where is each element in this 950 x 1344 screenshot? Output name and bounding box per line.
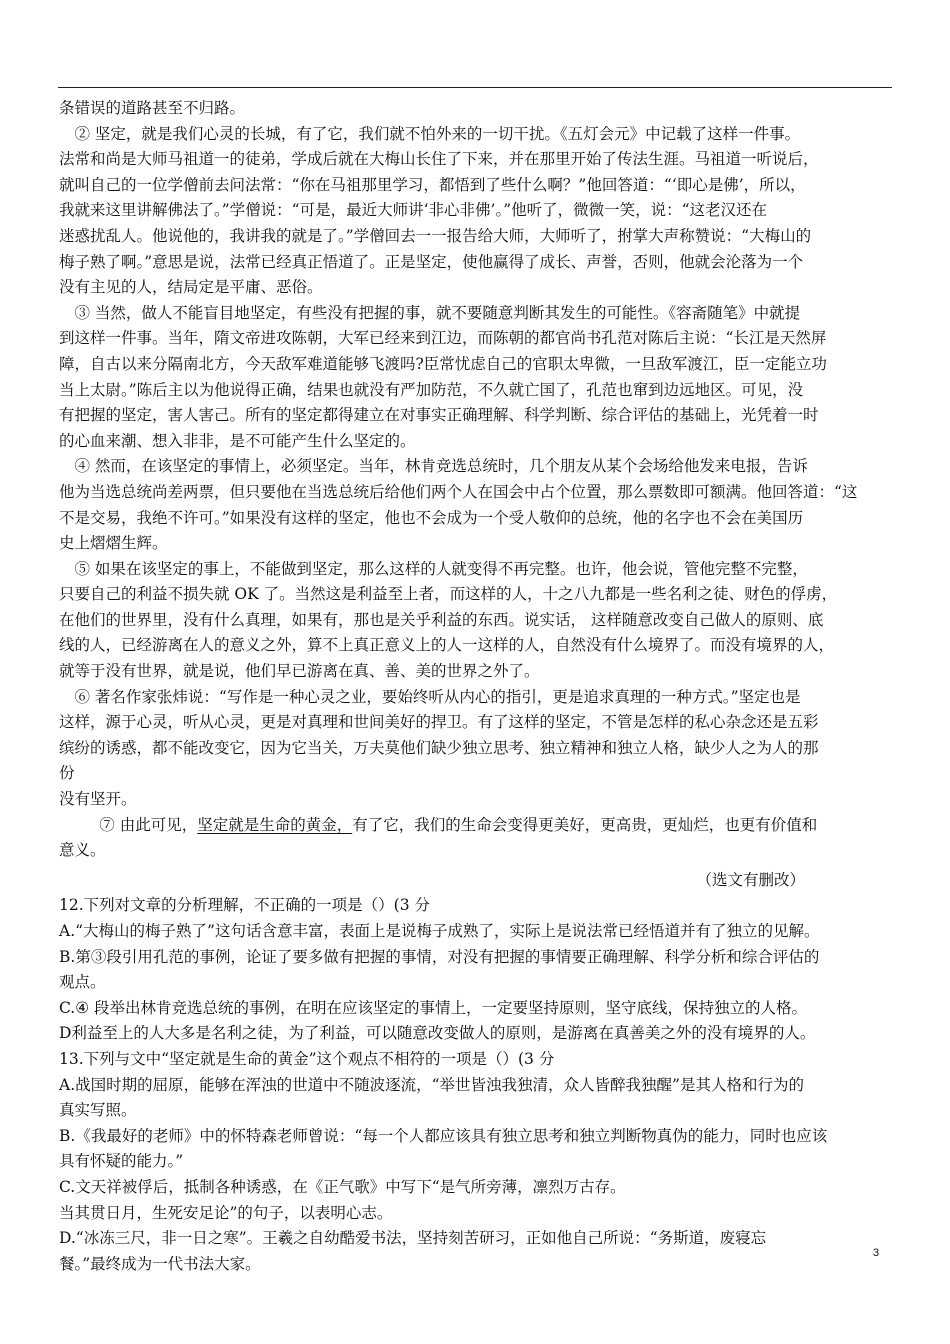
question-stem: 12.下列对文章的分析理解，不正确的一项是（）(3 分 [59, 896, 430, 915]
paragraph-7 [59, 813, 895, 864]
option-d: D利益至上的人大多是名利之徒，为了利益，可以随意改变做人的原则，是游离在真善美之外的没有境界的人。 [59, 1024, 816, 1043]
text-line: 当上太尉。”陈后主以为他说得正确，结果也就没有严加防范，不久就亡国了，孔范也窜到边远地区。可见，没 [59, 380, 804, 399]
text-line: ② 坚定，就是我们心灵的长城，有了它，我们就不怕外来的一切干扰。《五灯会元》中记载了这样一件事。 [74, 124, 801, 143]
option-d-cont: 餐。”最终成为一代书法大家。 [59, 1254, 261, 1273]
option-b-cont: 观点。 [59, 973, 106, 992]
text-line: 就叫自己的一位学僧前去问法常：“你在马祖那里学习，都悟到了些什么啊？”他回答道：“‘即心是佛’，所以， [59, 175, 806, 194]
text-line: ⑤ 如果在该坚定的事上，不能做到坚定，那么这样的人就变得不再完整。也许，他会说，管他完整不完整， [74, 559, 808, 578]
option-d: D.“冰冻三尺，非一日之寒”。王羲之自幼酷爱书法，坚持刻苦研习，正如他自己所说：“务斯道，废寝忘 [59, 1229, 767, 1248]
option-c: C.文天祥被俘后，抵制各种诱惑，在《正气歌》中写下“是气所旁薄，凛烈万古存。 [59, 1177, 626, 1196]
text-line: 份 [59, 764, 75, 783]
question-13 [59, 1047, 895, 1277]
text-line: 他为当选总统尚差两票，但只要他在当选总统后给他们两个人在国会中占个位置，那么票数即可额满。他回答道：“这 [59, 482, 858, 501]
option-c: C.④ 段举出林肯竞选总统的事例，在明在应该坚定的事情上，一定要坚持原则，坚守底线，保持独立的人格。 [59, 998, 808, 1017]
header-rule [58, 87, 892, 88]
text-line: 有把握的坚定，害人害己。所有的坚定都得建立在对事实正确理解、科学判断、综合评估的基础上，光凭着一时 [59, 406, 819, 425]
text-line: 梅子熟了啊。”意思是说，法常已经真正悟道了。正是坚定，使他赢得了成长、声誉，否则，他就会沦落为一个 [59, 252, 804, 271]
conclusion-lead: ⑦ 由此可见， [99, 815, 198, 834]
option-c-cont: 当其贯日月，生死安足论”的句子，以表明心志。 [59, 1203, 393, 1222]
question-12 [59, 893, 895, 1047]
page-content [59, 96, 895, 1277]
option-b: B.《我最好的老师》中的怀特森老师曾说：“每一个人都应该具有独立思考和独立判断物真伪的能力，同时也应该 [59, 1126, 828, 1145]
text-line: ④ 然而，在该坚定的事情上，必须坚定。当年，林肯竞选总统时，几个朋友从某个会场给他发来电报，告诉 [74, 457, 808, 476]
text-line: 在他们的世界里，没有什么真理，如果有，那也是关乎利益的东西。说实话， 这样随意改变自己做人的原则、底 [59, 610, 824, 629]
text-line: 条错误的道路甚至不归路。 [59, 99, 246, 117]
option-b: B.第③段引用孔范的事例，论证了要多做有把握的事情，对没有把握的事情要正确理解、科学分析和综合评估的 [59, 947, 820, 966]
text-line: ③ 当然，做人不能盲目地坚定，有些没有把握的事，就不要随意判断其发生的可能性。《容斋随笔》中就提 [74, 303, 801, 322]
text-line: 障，自古以来分隔南北方，今天敌军难道能够飞渡吗?臣常忧虑自己的官职太卑微，一旦敌军渡江，臣一定能立功 [59, 354, 827, 373]
text-line: 没有坚开。 [59, 790, 137, 809]
paragraph-3 [59, 301, 895, 455]
paragraph-6 [59, 685, 895, 813]
text-line: 到这样一件事。当年，隋文帝进攻陈朝，大军已经来到江边，而陈朝的都官尚书孔范对陈后主说：“长江是天然屏 [59, 329, 827, 348]
text-line: ⑥ 著名作家张炜说：“写作是一种心灵之业，要始终听从内心的指引，更是追求真理的一种方式。”坚定也是 [74, 687, 801, 706]
text-line: 就等于没有世界，就是说，他们早已游离在真、善、美的世界之外了。 [59, 662, 540, 681]
question-stem: 13.下列与文中“坚定就是生命的黄金”这个观点不相符的一项是（）(3 分 [59, 1049, 555, 1068]
option-a-cont: 真实写照。 [59, 1101, 137, 1120]
text-line: 史上熠熠生辉。 [59, 534, 168, 553]
option-a: A.“大梅山的梅子熟了”这句话含意丰富，表面上是说梅子成熟了，实际上是说法常已经悟道并有了独立的见解。 [59, 922, 820, 940]
text-line: 没有主见的人，结局定是平庸、恶俗。 [59, 278, 323, 297]
text-line: 只要自己的利益不损失就 OK 了。当然这是利益至上者，而这样的人，十之八九都是一些名利之徒、财色的俘虏， [59, 585, 838, 604]
text-line: 意义。 [59, 841, 106, 860]
paragraph-2 [59, 122, 895, 301]
text-line: 这样，源于心灵，听从心灵，更是对真理和世间美好的捍卫。有了这样的坚定，不管是怎样的私心杂念还是五彩 [59, 713, 819, 732]
text-line: 缤纷的诱惑，都不能改变它，因为它当关，万夫莫他们缺少独立思考、独立精神和独立人格，缺少人之为人的那 [59, 738, 819, 757]
option-a: A.战国时期的屈原，能够在浑浊的世道中不随波逐流，“举世皆浊我独清，众人皆醉我独醒”是其人格和行为的 [59, 1075, 804, 1094]
paragraph-1 [59, 96, 895, 122]
page-number: 3 [873, 1247, 880, 1259]
conclusion-rest: 有了它，我们的生命会变得更美好，更高贵，更灿烂，也更有价值和 [352, 815, 818, 834]
text-line: 法常和尚是大师马祖道一的徒弟，学成后就在大梅山长住了下来，并在那里开始了传法生涯。马祖道一听说后， [59, 150, 819, 169]
option-b-cont: 具有怀疑的能力。” [59, 1152, 184, 1171]
text-line: 迷惑扰乱人。他说他的，我讲我的就是了。”学僧回去一一报告给大师，大师听了，拊掌大声称赞说：“大梅山的 [59, 226, 812, 245]
text-line: 的心血来潮、想入非非，是不可能产生什么坚定的。 [59, 431, 416, 450]
source-note: （选文有删改） [696, 870, 805, 889]
paragraph-4 [59, 454, 895, 556]
underlined-thesis: 坚定就是生命的黄金， [197, 815, 353, 834]
text-line: 不是交易，我绝不许可。”如果没有这样的坚定，他也不会成为一个受人敬仰的总统，他的名字也不会在美国历 [59, 508, 804, 527]
text-line [59, 813, 895, 839]
text-line: 我就来这里讲解佛法了。”学僧说：“可是，最近大师讲‘非心非佛’。”他听了，微微一笑，说：“这老汉还在 [59, 201, 768, 220]
text-line: 线的人，已经游离在人的意义之外，算不上真正意义上的人一这样的人，自然没有什么境界了。而没有境界的人， [59, 636, 835, 655]
paragraph-5 [59, 557, 895, 685]
